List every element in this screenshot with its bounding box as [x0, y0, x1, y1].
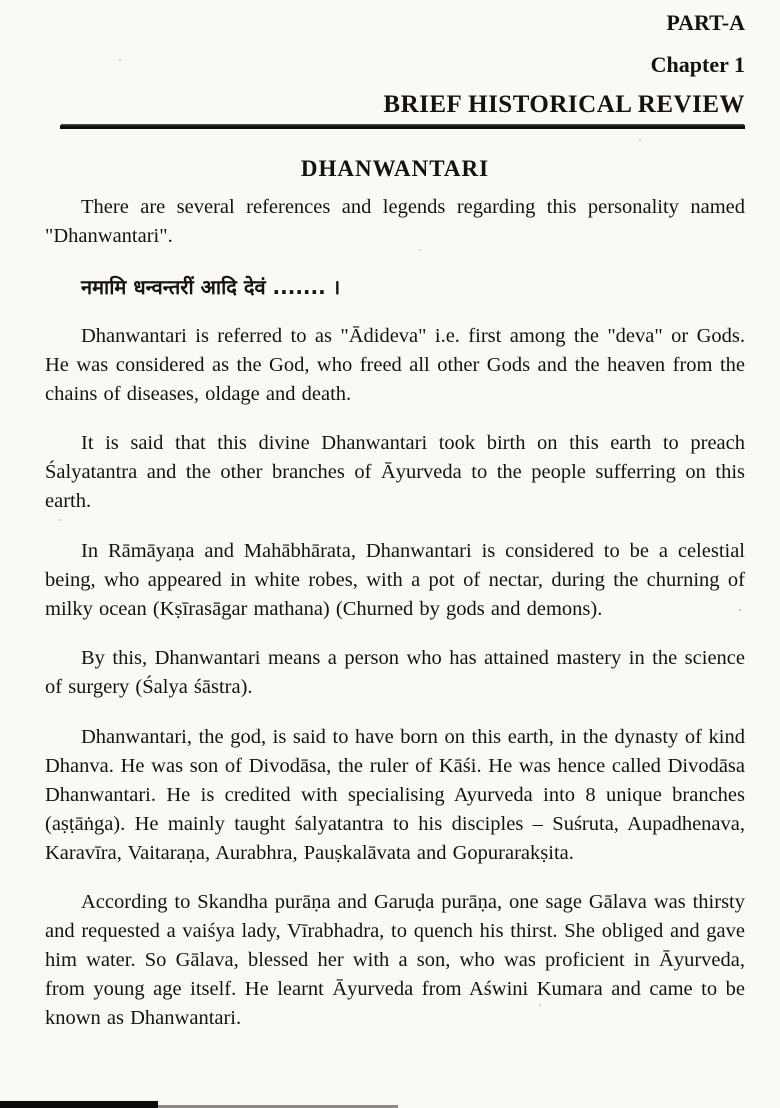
part-label: PART-A — [666, 10, 745, 35]
section-heading: DHANWANTARI — [300, 156, 490, 181]
paragraph: By this, Dhanwantari means a person who has attained mastery in the science of surgery (Śalya śāstra). — [45, 647, 745, 698]
paragraph: Dhanwantari is referred to as "Ādideva" i.e. first among the "deva" or Gods. He was considered as the God, who freed all other Gods and the heaven from the chains of diseases, oldage and death. — [45, 324, 745, 405]
sanskrit-verse-line: नमामि धन्वन्तरीं आदि देवं ....... । — [81, 274, 341, 299]
paragraph: Dhanwantari, the god, is said to have born on this earth, in the dynasty of kind Dhanva. He was son of Divodāsa, the ruler of Kāśi. He was hence called Divodāsa Dhanwantari. He is credited with specialising Ayurveda into 8 unique branches (aṣṭāṅga). He mainly taught śalyatantra to his disciples – Suśruta, Aupadhenava, Karavīra, Vaitaraṇa, Aurabhra, Pauṣkalāvata and Gopurarakṣita. — [45, 725, 745, 864]
paragraph: It is said that this divine Dhanwantari took birth on this earth to preach Śalyatantra and the other branches of Āyurveda to the people sufferring on this earth. — [45, 432, 745, 512]
scan-artifact-bar — [0, 1101, 158, 1108]
paragraph: In Rāmāyaṇa and Mahābhārata, Dhanwantari is considered to be a celestial being, who appeared in white robes, with a pot of nectar, during the churning of milky ocean (Kṣīrasāgar mathana) (Churned by gods and demons). — [45, 539, 745, 620]
chapter-label: Chapter 1 — [650, 52, 745, 77]
page-header — [45, 8, 745, 121]
paragraph: According to Skandha purāṇa and Garuḍa purāṇa, one sage Gālava was thirsty and requested a vaiśya lady, Vīrabhadra, to quench his thirst. She obliged and gave him water. So Gālava, blessed her with a son, who was proficient in Āyurveda, from young age itself. He learnt Āyurveda from Aświni Kumara and came to be known as Dhanwantari. — [45, 891, 745, 1029]
header-divider-rule — [60, 125, 745, 129]
paragraph: There are several references and legends regarding this personality named "Dhanwantari". — [45, 196, 745, 247]
page-title: BRIEF HISTORICAL REVIEW — [383, 91, 745, 118]
body-text — [45, 193, 745, 1033]
